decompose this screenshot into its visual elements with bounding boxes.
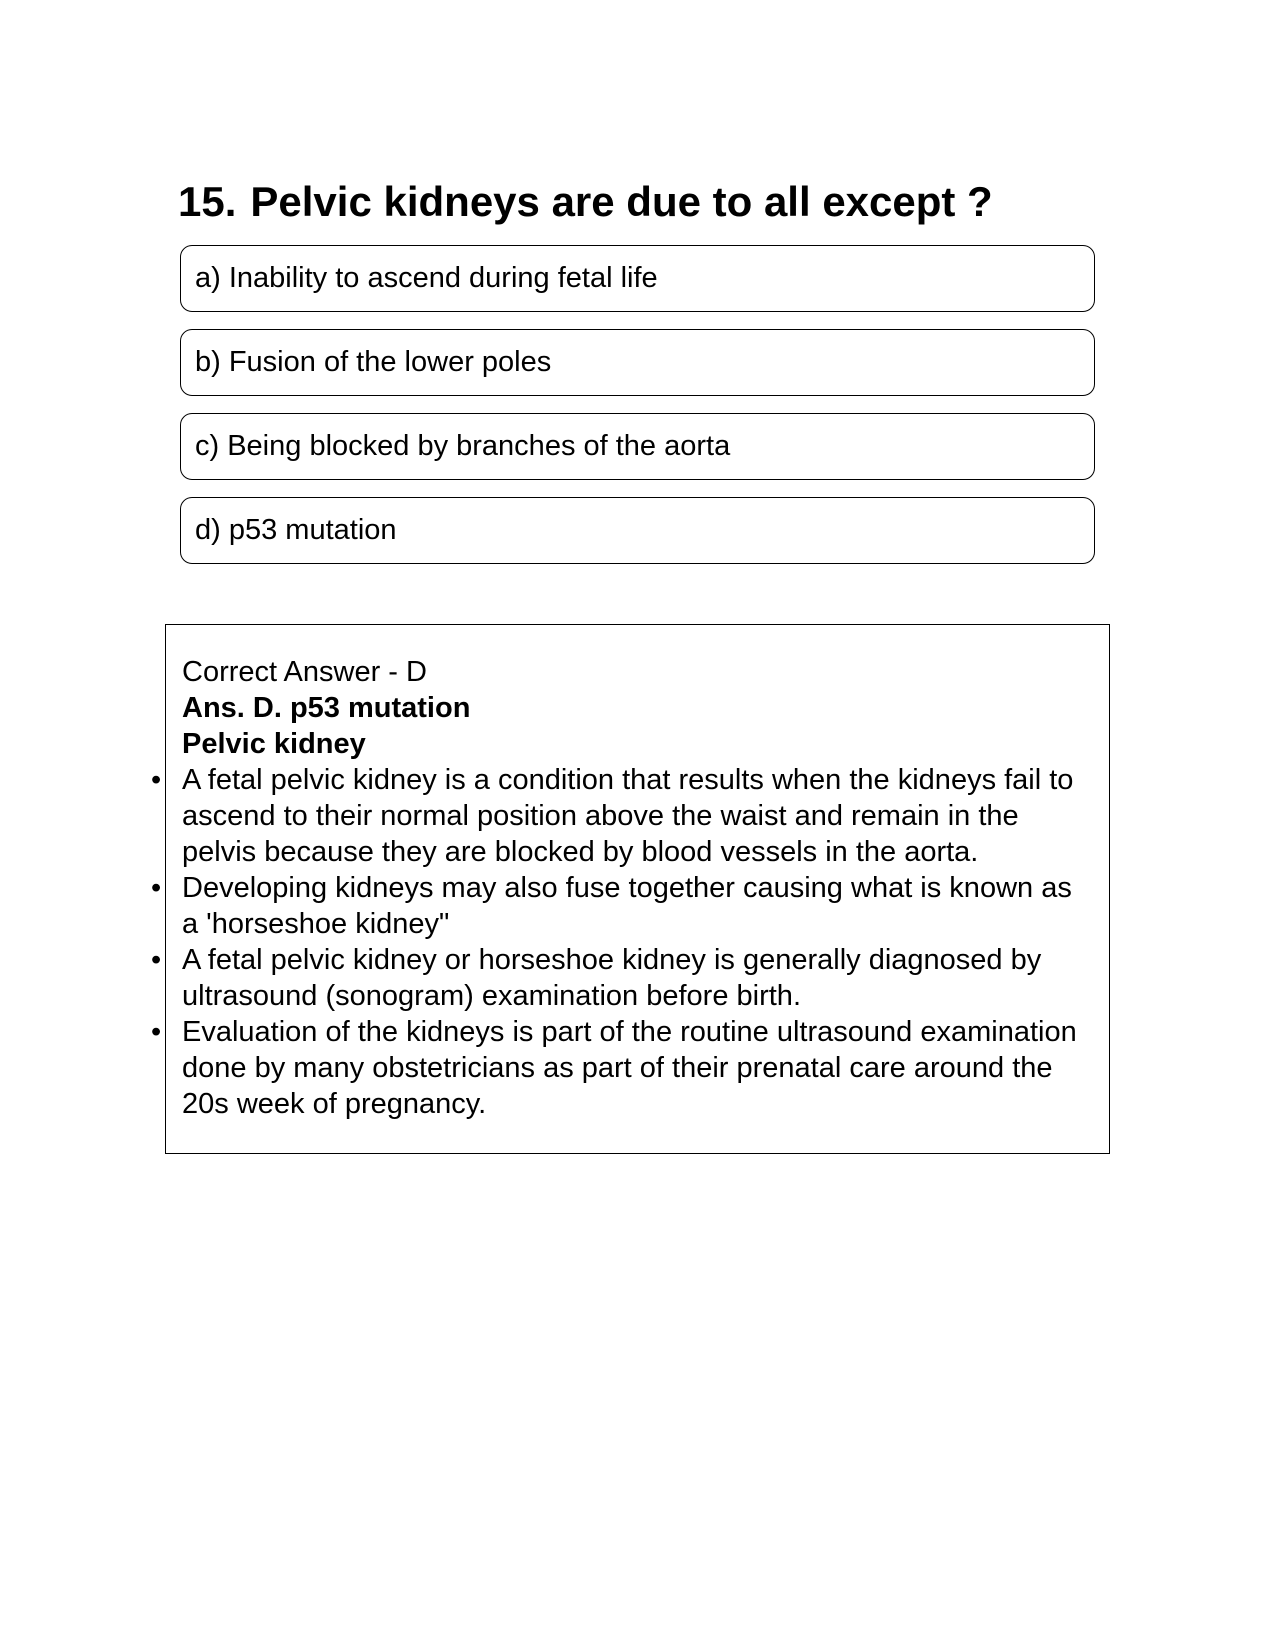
explanation-list (151, 762, 1092, 1122)
question-number: 15. (178, 178, 237, 225)
topic-heading: Pelvic kidney (182, 728, 366, 760)
list-item (151, 762, 1092, 870)
bullet-icon: • (151, 872, 162, 904)
list-item (151, 870, 1092, 942)
option-c[interactable]: c) Being blocked by branches of the aorta (180, 413, 1095, 480)
list-item-text: Evaluation of the kidneys is part of the routine ultrasound examination done by many obstetricians as part of their prenatal care around the 20s week of pregnancy. (182, 1016, 1077, 1120)
list-item (151, 942, 1092, 1014)
question-heading (178, 176, 993, 228)
list-item-text: A fetal pelvic kidney or horseshoe kidney is generally diagnosed by ultrasound (sonogram) examination before birth. (182, 944, 1042, 1012)
question-text: Pelvic kidneys are due to all except ? (250, 178, 993, 225)
list-item (151, 1014, 1092, 1122)
option-b[interactable]: b) Fusion of the lower poles (180, 329, 1095, 396)
bullet-icon: • (151, 944, 162, 976)
option-d[interactable]: d) p53 mutation (180, 497, 1095, 564)
bullet-icon: • (151, 764, 162, 796)
list-item-text: A fetal pelvic kidney is a condition that results when the kidneys fail to ascend to their normal position above the waist and remain in the pelvis because they are blocked by blood vessels in the aorta. (182, 764, 1074, 868)
answer-heading: Ans. D. p53 mutation (182, 692, 471, 724)
list-item-text: Developing kidneys may also fuse together causing what is known as a 'horseshoe kidney" (182, 872, 1072, 940)
option-a[interactable]: a) Inability to ascend during fetal life (180, 245, 1095, 312)
bullet-icon: • (151, 1016, 162, 1048)
correct-answer-label: Correct Answer - D (182, 656, 427, 688)
answer-explanation (151, 654, 1092, 1122)
